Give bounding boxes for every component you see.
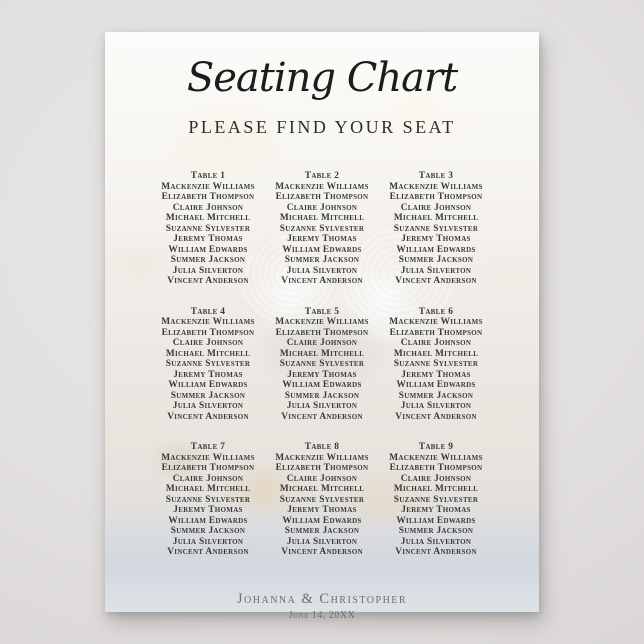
guest-name: Vincent Anderson — [167, 547, 249, 557]
guest-name: Mackenzie Williams — [161, 317, 255, 327]
guest-name: Claire Johnson — [286, 473, 358, 484]
guest-name: Elizabeth Thompson — [389, 327, 483, 338]
guest-name: Jeremy Thomas — [287, 369, 357, 380]
guest-name: Mackenzie Williams — [389, 317, 483, 327]
guest-name: William Edwards — [168, 380, 248, 390]
table-label: Table 6 — [418, 306, 454, 317]
guest-name: Summer Jackson — [284, 255, 360, 265]
couple-names: Johanna & Christopher — [236, 590, 408, 607]
guest-name: Elizabeth Thompson — [389, 192, 483, 202]
guest-name: Jeremy Thomas — [287, 505, 357, 515]
table-label: Table 7 — [190, 442, 226, 452]
guest-name: Claire Johnson — [400, 473, 472, 484]
guest-name: Claire Johnson — [172, 202, 244, 213]
guest-name: Vincent Anderson — [281, 411, 363, 422]
guest-name: Vincent Anderson — [281, 547, 363, 557]
guest-name: Michael Mitchell — [279, 213, 365, 223]
guest-name: Michael Mitchell — [393, 484, 479, 494]
guest-name: Julia Silverton — [286, 265, 358, 276]
event-date: June 14, 20XX — [288, 609, 356, 621]
guest-name: Elizabeth Thompson — [161, 327, 255, 338]
guest-name: Mackenzie Williams — [275, 452, 369, 463]
guest-name: Suzanne Sylvester — [279, 494, 365, 505]
guest-name: Vincent Anderson — [395, 276, 477, 286]
guest-name: Summer Jackson — [284, 526, 360, 536]
table-block — [151, 442, 265, 558]
guest-name: Claire Johnson — [286, 202, 358, 213]
guest-name: Mackenzie Williams — [389, 181, 483, 192]
guest-name: Claire Johnson — [172, 473, 244, 484]
seating-chart-poster — [105, 32, 539, 621]
table-label: Table 3 — [418, 171, 454, 181]
guest-name: Jeremy Thomas — [401, 505, 471, 515]
guest-name: Julia Silverton — [286, 401, 358, 411]
guest-name: Vincent Anderson — [167, 276, 249, 286]
guest-name: Julia Silverton — [286, 536, 358, 547]
guest-name: William Edwards — [282, 244, 362, 255]
guest-name: Elizabeth Thompson — [275, 463, 369, 473]
table-block — [265, 171, 379, 287]
guest-name: Summer Jackson — [284, 390, 360, 401]
table-block — [151, 307, 265, 423]
guest-name: Michael Mitchell — [279, 484, 365, 494]
guest-name: Jeremy Thomas — [287, 234, 357, 244]
guest-name: Claire Johnson — [172, 338, 244, 348]
guest-name: Michael Mitchell — [165, 348, 251, 359]
guest-name: Vincent Anderson — [395, 411, 477, 422]
table-block — [379, 171, 493, 287]
guest-name: Elizabeth Thompson — [161, 463, 255, 473]
guest-name: Summer Jackson — [398, 526, 474, 536]
guest-name: Vincent Anderson — [281, 276, 363, 286]
table-label: Table 4 — [190, 306, 226, 317]
guest-name: Jeremy Thomas — [401, 369, 471, 380]
guest-name: Vincent Anderson — [167, 411, 249, 422]
guest-name: Mackenzie Williams — [389, 452, 483, 463]
guest-name: Julia Silverton — [400, 536, 472, 547]
guest-name: Elizabeth Thompson — [389, 463, 483, 473]
guest-name: Summer Jackson — [398, 390, 474, 401]
table-block — [265, 307, 379, 423]
guest-name: Michael Mitchell — [165, 484, 251, 494]
guest-name: Suzanne Sylvester — [165, 494, 251, 505]
guest-name: Summer Jackson — [170, 255, 246, 265]
poster-subtitle: PLEASE FIND YOUR SEAT — [188, 117, 456, 137]
guest-name: Elizabeth Thompson — [161, 192, 255, 202]
guest-name: William Edwards — [396, 380, 476, 390]
guest-name: Suzanne Sylvester — [393, 359, 479, 369]
guest-name: Elizabeth Thompson — [275, 327, 369, 338]
guest-name: Summer Jackson — [398, 255, 474, 265]
guest-name: Vincent Anderson — [395, 547, 477, 557]
table-block — [265, 442, 379, 558]
guest-name: Suzanne Sylvester — [393, 223, 479, 234]
guest-name: Suzanne Sylvester — [165, 359, 251, 369]
table-label: Table 9 — [418, 442, 454, 452]
tables-grid — [151, 171, 493, 578]
guest-name: Julia Silverton — [172, 265, 244, 276]
guest-name: William Edwards — [396, 244, 476, 255]
guest-name: Julia Silverton — [172, 536, 244, 547]
guest-name: Michael Mitchell — [279, 348, 365, 359]
guest-name: Claire Johnson — [286, 338, 358, 348]
guest-name: Jeremy Thomas — [173, 505, 243, 515]
guest-name: Julia Silverton — [400, 265, 472, 276]
poster-title: Seating Chart — [186, 55, 458, 101]
poster-footer — [105, 591, 539, 622]
guest-name: Julia Silverton — [172, 401, 244, 411]
guest-name: Suzanne Sylvester — [279, 359, 365, 369]
guest-name: William Edwards — [282, 380, 362, 390]
guest-name: William Edwards — [168, 515, 248, 526]
guest-name: Mackenzie Williams — [161, 181, 255, 192]
guest-name: Suzanne Sylvester — [393, 494, 479, 505]
poster-content — [105, 32, 539, 621]
guest-name: Julia Silverton — [400, 401, 472, 411]
table-label: Table 5 — [304, 306, 340, 317]
guest-name: Elizabeth Thompson — [275, 192, 369, 202]
guest-name: Michael Mitchell — [393, 213, 479, 223]
guest-name: Suzanne Sylvester — [165, 223, 251, 234]
guest-name: William Edwards — [396, 515, 476, 526]
guest-name: William Edwards — [168, 244, 248, 255]
table-block — [379, 307, 493, 423]
table-block — [379, 442, 493, 558]
guest-name: Jeremy Thomas — [173, 369, 243, 380]
guest-name: Suzanne Sylvester — [279, 223, 365, 234]
table-label: Table 1 — [190, 171, 226, 181]
guest-name: Summer Jackson — [170, 390, 246, 401]
guest-name: Mackenzie Williams — [161, 452, 255, 463]
guest-name: Summer Jackson — [170, 526, 246, 536]
guest-name: William Edwards — [282, 515, 362, 526]
guest-name: Michael Mitchell — [165, 213, 251, 223]
guest-name: Michael Mitchell — [393, 348, 479, 359]
table-label: Table 8 — [304, 442, 340, 452]
guest-name: Jeremy Thomas — [401, 234, 471, 244]
table-block — [151, 171, 265, 287]
guest-name: Claire Johnson — [400, 202, 472, 213]
guest-name: Mackenzie Williams — [275, 317, 369, 327]
guest-name: Claire Johnson — [400, 338, 472, 348]
table-label: Table 2 — [304, 171, 340, 181]
guest-name: Mackenzie Williams — [275, 181, 369, 192]
guest-name: Jeremy Thomas — [173, 234, 243, 244]
